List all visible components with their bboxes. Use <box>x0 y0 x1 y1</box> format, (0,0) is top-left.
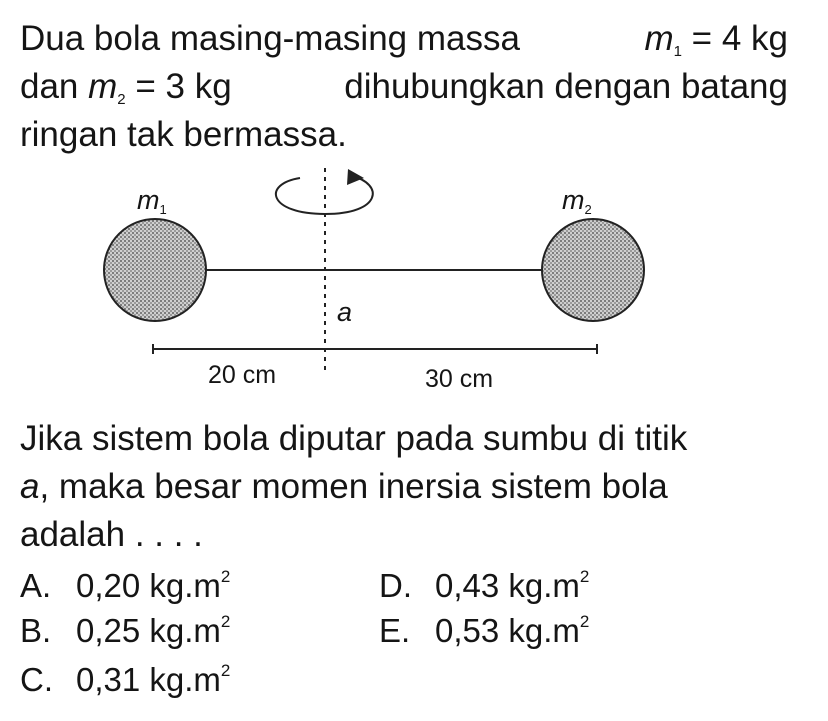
option-a[interactable]: A. 0,20 $kg.m^2$ <box>20 567 231 604</box>
m2-label: $m_2$ <box>562 185 592 217</box>
option-b[interactable]: B. 0,25 $kg.m^2$ <box>20 612 231 649</box>
rotation-arrowhead-icon <box>347 169 364 185</box>
axis-point-label: a <box>337 297 353 327</box>
m2-value: 3 kg <box>165 67 232 106</box>
option-d[interactable]: D. 0,43 $kg.m^2$ <box>379 567 590 604</box>
ball-m1 <box>104 219 206 321</box>
question-line-3: ringan tak bermassa. <box>20 115 347 154</box>
question-line-5: a, maka besar momen inersia sistem bola <box>20 467 668 506</box>
m2-equation: dan $m_2 = 3$ kg <box>20 67 232 108</box>
option-c[interactable]: C. 0,31 $kg.m^2$ <box>20 661 231 698</box>
option-e[interactable]: E. 0,53 $kg.m^2$ <box>379 612 590 649</box>
right-distance-label: 30 cm <box>425 365 494 393</box>
question-line-6: adalah . . . . <box>20 515 203 554</box>
left-distance-label: 20 cm <box>208 361 277 389</box>
m1-label: $m_1$ <box>137 185 167 217</box>
m1-equation: $m_1 = 4$ kg <box>644 19 788 60</box>
question-line-4: Jika sistem bola diputar pada sumbu di titik <box>20 419 688 458</box>
m1-value: 4 kg <box>721 19 788 58</box>
question-line-1-text: Dua bola masing-masing massa <box>20 19 520 58</box>
ball-m2 <box>542 219 644 321</box>
question-line-2-text: dihubungkan dengan batang <box>344 67 788 106</box>
point-a: a <box>20 467 40 506</box>
